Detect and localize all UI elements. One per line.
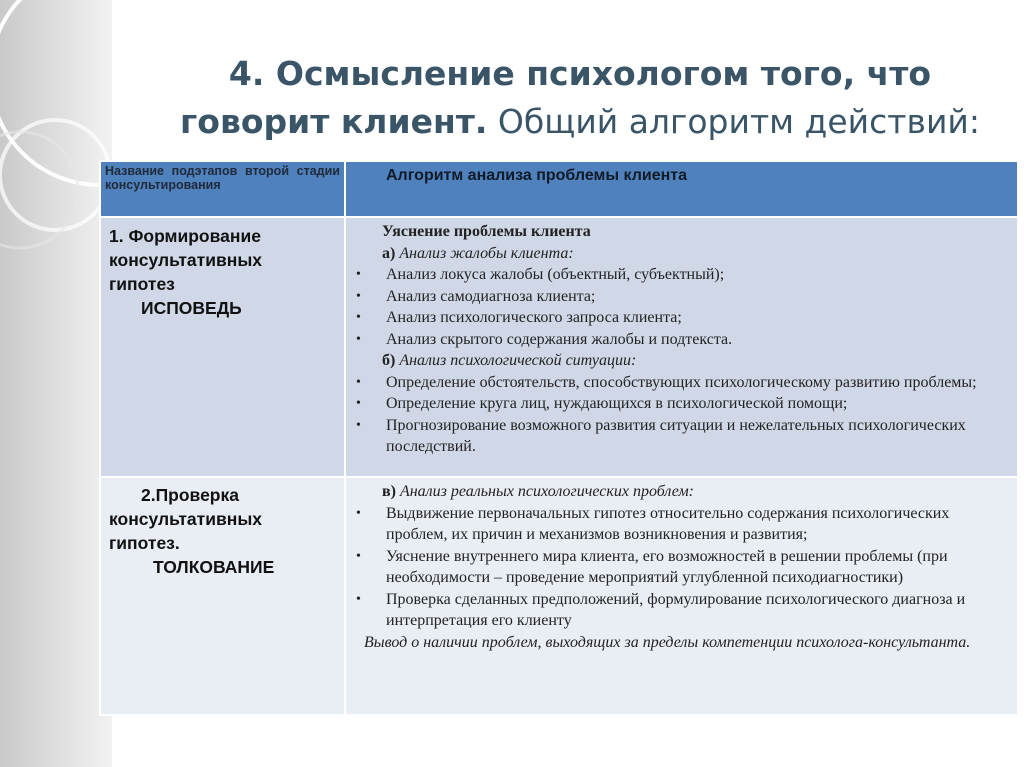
section-heading: Уяснение проблемы клиента (382, 223, 591, 240)
section-c: в) Анализ реальных психологических проблем: (382, 483, 695, 500)
stage-1 (101, 218, 344, 320)
stage-2-line1: 2.Проверка (141, 485, 239, 505)
stage-2 (101, 478, 344, 579)
list-item: • Проверка сделанных предположений, формулирование психологического диагноза и интерпретация его клиенту (356, 590, 966, 629)
stage-1-line1: 1. Формирование (109, 226, 261, 246)
stage-1-line4: ИСПОВЕДЬ (141, 298, 242, 318)
list-b (356, 372, 1011, 458)
title-bold: 4. Осмысление психологом того, что говорит клиент. (180, 54, 932, 141)
header-col1: Название подэтапов второй стадии консультирования (100, 161, 345, 217)
list-item: • Определение круга лиц, нуждающихся в психологической помощи; (356, 395, 848, 412)
section-b: б) Анализ психологической ситуации: (382, 352, 637, 369)
stage-2-line4: ТОЛКОВАНИЕ (153, 557, 275, 577)
algorithm-1 (346, 218, 1017, 458)
header-col2: Алгоритм анализа проблемы клиента (345, 161, 1018, 217)
conclusion: Вывод о наличии проблем, выходящих за пределы компетенции психолога-консультанта. (364, 633, 971, 651)
list-item: • Выдвижение первоначальных гипотез относительно содержания психологических проблем, их причин и механизмов возникновения и развития; (356, 504, 950, 543)
list-item: • Уяснение внутреннего мира клиента, его возможностей в решении проблемы (при необходимости – проведение мероприятий углубленной психодиагностики) (356, 547, 948, 586)
list-item: • Определение обстоятельств, способствующих психологическому развитию проблемы; (356, 373, 977, 391)
title-light: Общий алгоритм действий: (497, 102, 980, 141)
table-row (100, 217, 1018, 477)
stage-2-line3: гипотез. (109, 533, 180, 553)
list-a (356, 264, 1011, 350)
list-item: • Анализ самодиагноза клиента; (356, 287, 596, 305)
list-item: • Анализ локуса жалобы (объектный, субъектный); (356, 266, 725, 283)
list-item: • Анализ скрытого содержания жалобы и подтекста. (356, 330, 733, 348)
table-header-row (100, 161, 1018, 217)
list-item: • Прогнозирование возможного развития ситуации и нежелательных психологических последствий. (356, 416, 966, 455)
stage-1-line2: консультативных (109, 250, 262, 270)
list-c (356, 503, 1011, 632)
algorithm-2 (346, 478, 1017, 653)
stage-1-line3: гипотез (109, 274, 175, 294)
stage-2-line2: консультативных (109, 509, 262, 529)
list-item: • Анализ психологического запроса клиента; (356, 309, 682, 326)
table-row (100, 477, 1018, 715)
section-a: а) Анализ жалобы клиента: (382, 244, 574, 262)
page-title (150, 50, 1010, 146)
algorithm-table (99, 160, 1019, 716)
